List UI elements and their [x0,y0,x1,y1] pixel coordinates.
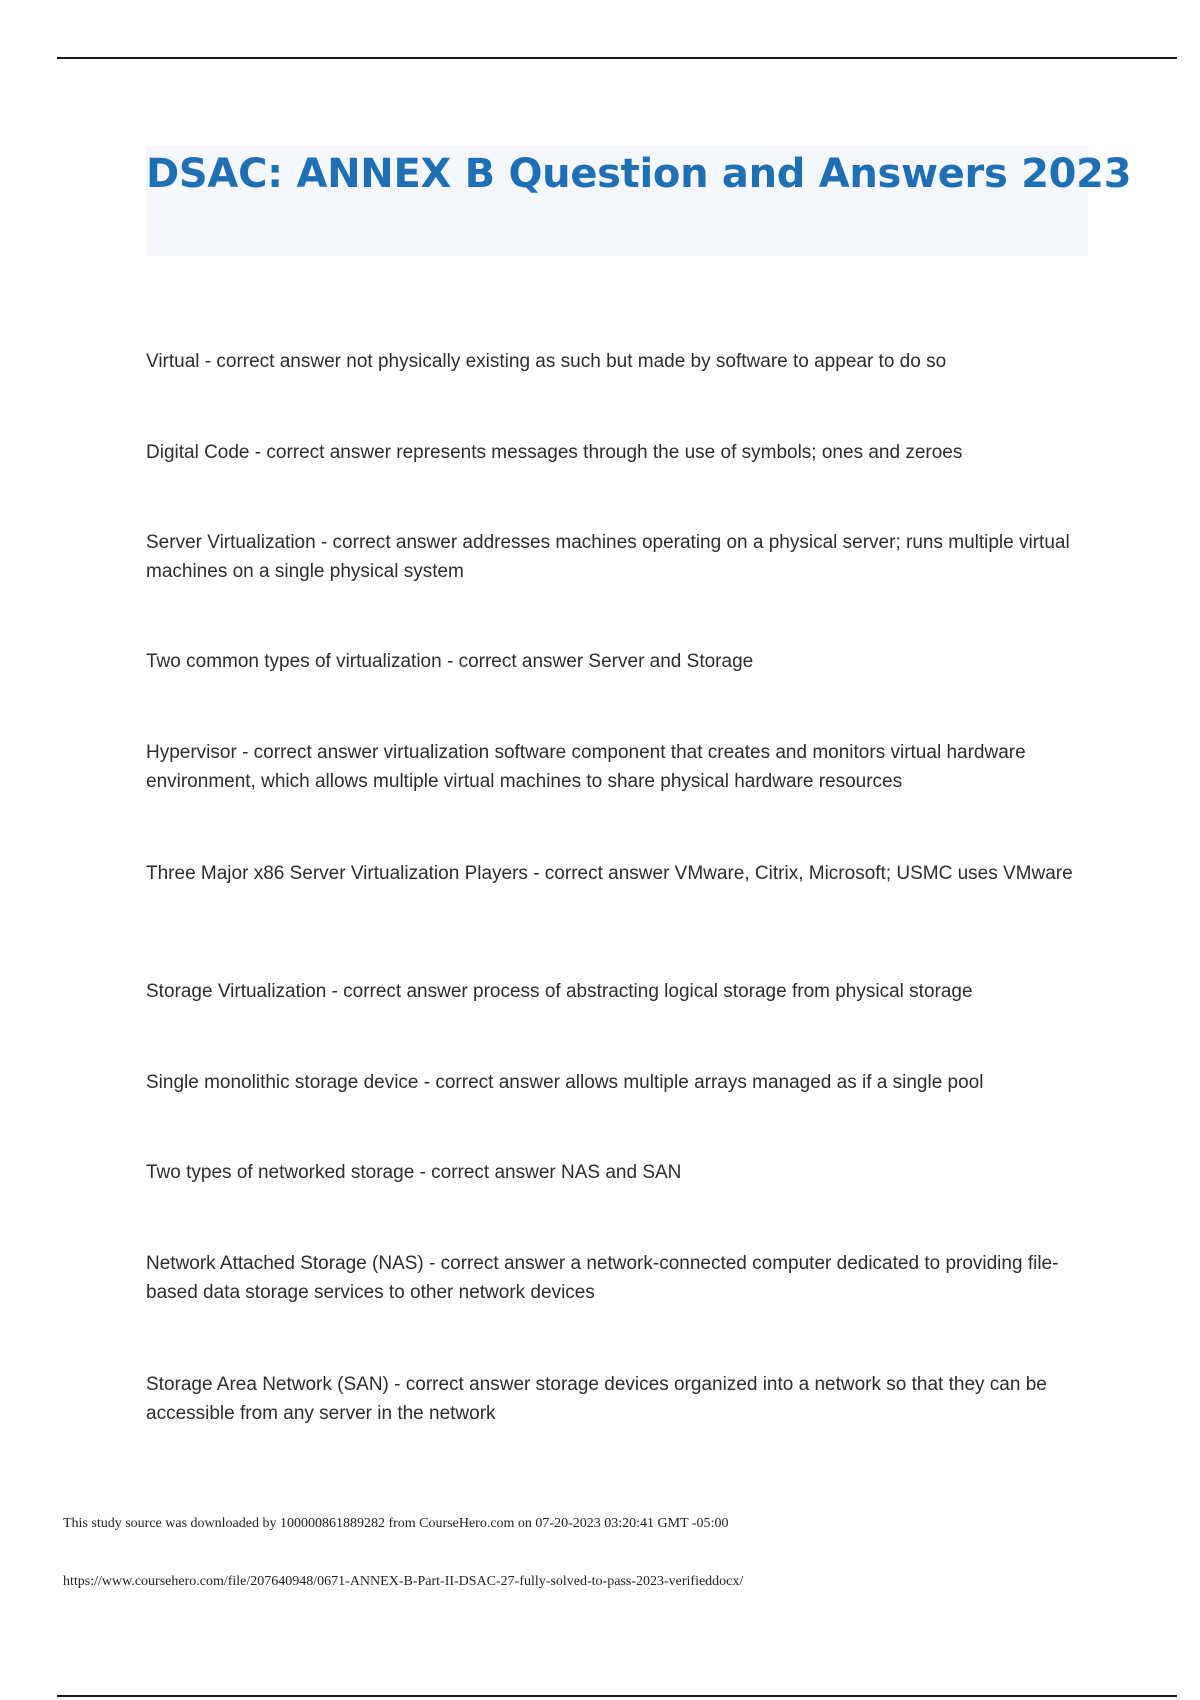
qa-item-storage-virtualization: Storage Virtualization - correct answer process of abstracting logical storage from physical storage [146,981,973,1002]
download-source-note: This study source was downloaded by 100000861889282 from CourseHero.com on 07-20-2023 03:20:41 GMT -05:00 [63,1516,729,1531]
qa-item-nas: Network Attached Storage (NAS) - correct answer a network-connected computer dedicated to providing file-based data storage services to other network devices [146,1253,1059,1303]
qa-item-server-virtualization: Server Virtualization - correct answer addresses machines operating on a physical server; runs multiple virtual machines on a single physical system [146,532,1070,582]
source-url[interactable]: https://www.coursehero.com/file/207640948/0671-ANNEX-B-Part-II-DSAC-27-fully-solved-to-pass-2023-verifieddocx/ [63,1574,744,1589]
qa-item-virtual: Virtual - correct answer not physically existing as such but made by software to appear to do so [146,351,947,372]
qa-item-networked-storage-types: Two types of networked storage - correct answer NAS and SAN [146,1162,682,1183]
qa-item-hypervisor: Hypervisor - correct answer virtualization software component that creates and monitors virtual hardware environment, which allows multiple virtual machines to share physical hardware resources [146,742,1026,792]
qa-item-digital-code: Digital Code - correct answer represents messages through the use of symbols; ones and zeroes [146,442,963,463]
qa-item-x86-players: Three Major x86 Server Virtualization Players - correct answer VMware, Citrix, Microsoft; USMC uses VMware [146,863,1073,884]
qa-item-monolithic-storage: Single monolithic storage device - correct answer allows multiple arrays managed as if a single pool [146,1072,984,1093]
qa-item-virtualization-types: Two common types of virtualization - correct answer Server and Storage [146,651,754,672]
document-title: DSAC: ANNEX B Question and Answers 2023 [146,151,1132,197]
bottom-rule [57,1695,1177,1697]
qa-item-san: Storage Area Network (SAN) - correct answer storage devices organized into a network so that they can be accessible from any server in the network [146,1374,1047,1424]
top-rule [57,57,1177,59]
